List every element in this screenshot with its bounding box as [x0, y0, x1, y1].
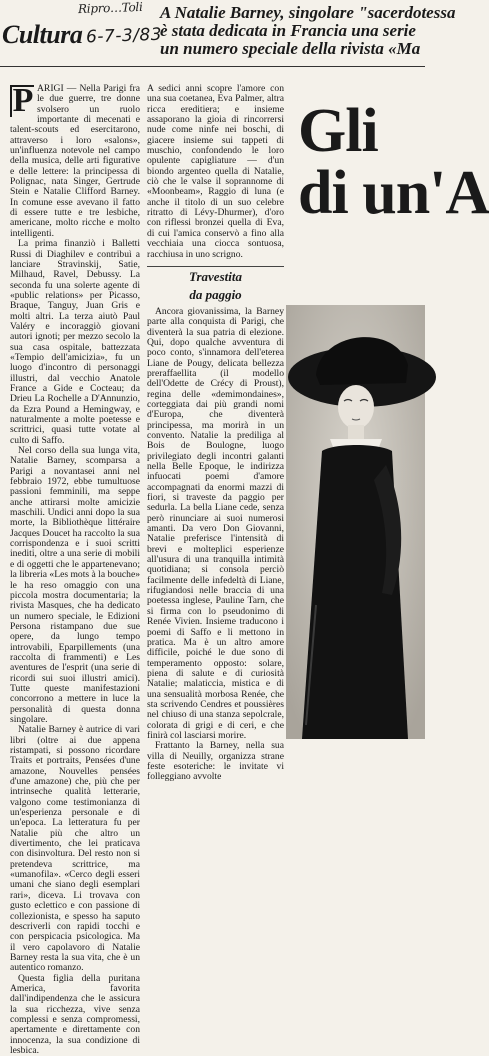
paragraph: Ancora giovanissima, la Barney parte alla conquista di Parigi, che diventerà la sua patria di elezione. Qui, dopo qualche avventura di poco conto, s'innamora dell'eterea Liane de Pougy, delicata bellezza preraffaellita (il modello dell'Odette de Crécy di Proust), regina delle «demimondaines», corteggiata dai più grandi nomi d'Europa, che diventerà principessa, ma morirà in un convento. Natalie la prediliga al Bois de Boulogne, luogo privilegiato degli incontri galanti nella Belle Epoque, le indirizza infuocati poemi d'amore accompagnati da enormi mazzi di fiori, si traveste da paggio per sedurla. La bella Liane cede, senza però rinunciare ai suoi numerosi amanti. Da vero Don Giovanni, Natalie preferisce l'intensità di brevi e molteplici esperienze all'usura di una tranquilla intimità quotidiana; si consola perciò facilmente delle infedeltà di Liane, rifugiandosi nelle braccia di una poetessa inglese, Pauline Tarn, che si firma con lo pseudonimo di Renée Vivien. Insieme traducono i poemi di Saffo e li mettono in pratica. Ma è un altro amore difficile, poiché le due sono di temperamento opposto: solare, piena di salute e di curiosità Natalie; malaticcia, mistica e di una sensualità morbosa Renée, che sta scrivendo Cendres et poussières nel chiuso di una stanza sepolcrale, colorata di grigi e di ceri, e che finirà col lasciarsi morire.	[147, 305, 284, 741]
paragraph: A sedici anni scopre l'amore con una sua coetanea, Eva Palmer, altra ricca ereditiera; e insieme assaporano la gioia di rincorrersi nude come ninfe nei boschi, di giacere insieme sui tappeti di muschio, confondendo le loro opulente capigliature — d'un biondo argenteo quella di Natalie, ciò che le valse il soprannome di «Moonbeam», Raggio di luna (e anche il titolo di un suo celebre ritratto di Lévy-Dhurmer), d'oro con riflessi bronzei quella di Eva, di cui l'amica conservò a fino alla vecchiaia una ciocca sontuosa, racchiusa in uno scrigno.	[147, 83, 284, 260]
article-column-1	[10, 82, 141, 1056]
section-label: Cultura	[2, 20, 83, 49]
paragraph: La prima finanziò i Balletti Russi di Diaghilev e contribuì a lanciare Stravinskij, Satie, Milhaud, Ravel, Debussy. La seconda fu una solerte agente di «public relations» per Picasso, Braque, Tanguy, Juan Gris e molti altri. La terza aiutò Paul Valéry e incoraggiò giovani autori ignoti; per mezzo secolo la sua casa ospitale, battezzata «Tempio dell'amicizia», fu un luogo d'incontro di personaggi illustri, dal vecchio Anatole France a Gide e Cocteau; da Drieu La Rochelle a D'Annunzio, da Ezra Pound a Hemingway, e naturalmente a molte poetesse e scrittrici, quasi tutte votate al culto di Saffo.	[10, 238, 140, 446]
article-column-2	[147, 83, 284, 783]
date-annotation: 6-7-3/83	[85, 24, 163, 48]
header-rule	[0, 66, 425, 67]
paragraph: Natalie Barney è autrice di vari libri (oltre ai due appena ristampati, si possono ricordare Traits et portraits, Pensées d'une amazone, Nouvelles pensées d'une amazone) che, più che per intrinseche qualità letterarie, valgono come testimonianza di un'esperienza personale e di un'epoca. La letteratura fu per Natalie più che altro un divertimento, che lei praticava con disinvoltura. Del resto non si pretendeva scrittrice, ma «umanofila». «Cerco degli esseri umani che siano degli esemplari rari», diceva. Li trovava con gusto eclettico e con passione di collezionista, e spesso ha saputo descriverli con rapidi tocchi e con perspicacia psicologica. Ma il vero capolavoro di Natalie Barney resta la sua vita, che è un autentico romanzo.	[10, 724, 140, 974]
headline-line-2: è stata dedicata in Francia una serie	[160, 21, 416, 40]
drop-cap: P	[10, 85, 34, 117]
paragraph: Nel corso della sua lunga vita, Natalie Barney, scomparsa a Parigi a novantasei anni nel febbraio 1972, ebbe tumultuose passioni femminili, ma seppe anche attirarsi molte amicizie maschili. Undici anni dopo la sua morte, la Bibliothèque littéraire Jacques Doucet ha raccolto la sua corrispondenza e i suoi scritti inediti, oltre a una serie di mobili e di oggetti che le appartenevano; la libreria «Les mots à la bouche» le ha reso omaggio con una piccola mostra documentaria; la rivista Masques, che ha dedicato un numero speciale, le Edizioni Persona ristampano due sue opere, da lungo tempo introvabili, Eparpillements (una raccolta di frammenti) e Les aventures de l'esprit (una serie di ricordi sui suoi illustri amici). Tutte queste manifestazioni concorrono a mettere in luce la personalità di questa donna singolare.	[10, 445, 141, 725]
paragraph: Questa figlia della puritana America, favorita dall'indipendenza che le assicura la sua ricchezza, vive senza complessi e senza compromessi, apertamente e direttamente con innocenza, la sua condizione di lesbica.	[10, 972, 140, 1056]
portrait-photo	[286, 305, 425, 739]
paragraph: ARIGI — Nella Parigi fra le due guerre, tre donne svolsero un ruolo importante di mecenati e talent-scouts ed esercitarono, attraverso i loro «salons», un'influenza notevole nel campo della musica, delle arti figurative e delle lettere: la principessa di Polignac, nata Singer, Gertrude Stein e Natalie Clifford Barney. In comune esse avevano il fatto di essere tutte e tre lesbiche, americane, molto ricche e molto intelligenti.	[10, 83, 140, 239]
headline	[160, 3, 456, 58]
handwritten-annotation: Ripro…Toli	[77, 0, 143, 17]
headline-line-3: un numero speciale della rivista «Ma	[160, 39, 421, 58]
headline-line-1: A Natalie Barney, singolare "sacerdotessa	[160, 3, 456, 22]
paragraph: Frattanto la Barney, nella sua villa di Neuilly, organizza strane feste esoteriche: le invitate vi folleggiano avvolte	[147, 740, 284, 783]
feature-title-line-2: di un'A	[298, 159, 489, 227]
subheading: da paggio	[189, 286, 242, 302]
feature-title-line-1: Gli	[298, 97, 378, 165]
face	[338, 385, 374, 429]
feature-title	[298, 97, 489, 227]
subheading: Travestita	[147, 266, 284, 285]
